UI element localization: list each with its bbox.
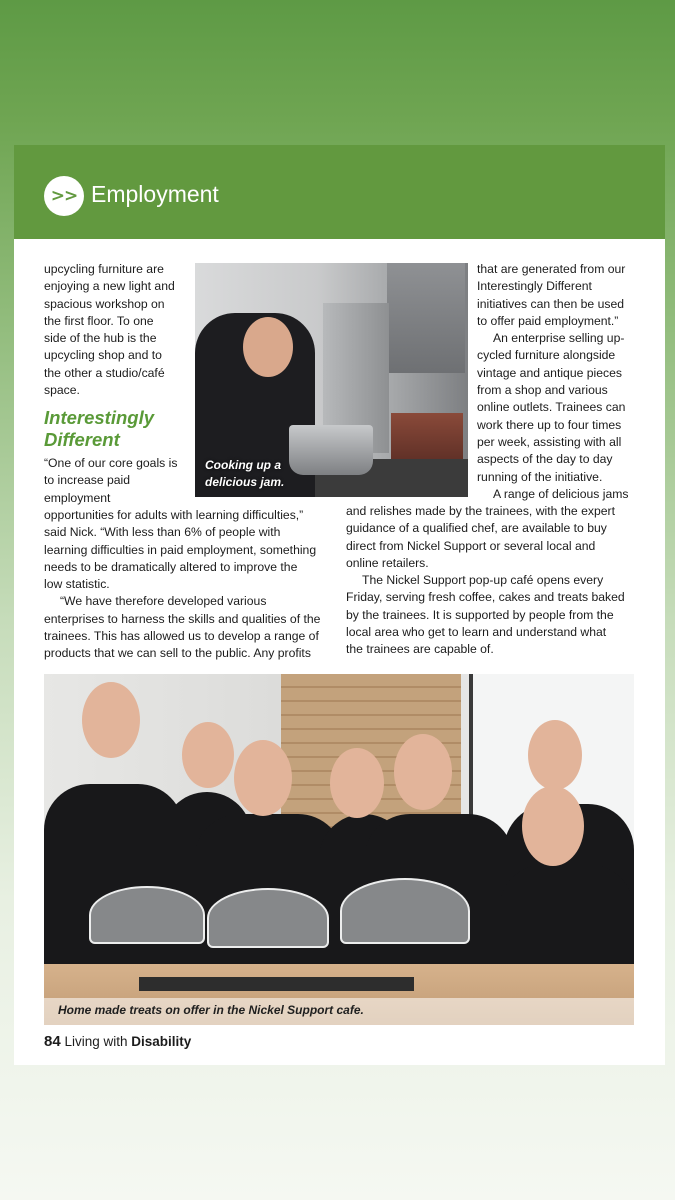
left-wide-text (44, 507, 340, 663)
subheading (44, 407, 194, 450)
cooking-pot (289, 425, 373, 475)
text-line: to offer paid employment.” (477, 313, 619, 328)
photo-caption-bar (44, 998, 634, 1025)
magazine-page (14, 145, 665, 1065)
page-footer (44, 1033, 191, 1050)
text-line: spacious workshop on (44, 296, 165, 311)
text-line: low statistic. (44, 577, 110, 592)
cook-face (243, 317, 293, 377)
text-line: said Nick. “With less than 6% of people with (44, 525, 281, 540)
text-line: upcycling furniture are (44, 262, 164, 276)
text-line: A range of delicious jams (493, 486, 629, 501)
text-line: from a shop and various (477, 383, 608, 398)
cooking-photo (195, 263, 468, 497)
text-line: side of the hub is the (44, 331, 157, 346)
section-title: Employment (91, 181, 219, 207)
text-line: enjoying a new light and (44, 279, 175, 294)
face (528, 720, 582, 790)
text-line: the other a studio/café (44, 365, 165, 380)
text-line: “One of our core goals is (44, 456, 178, 470)
text-line: products that we can sell to the public. Any profits (44, 646, 311, 661)
text-line: enterprises to harness the skills and qualities of the (44, 611, 321, 626)
footer-brand: Disability (131, 1034, 192, 1049)
text-line: employment (44, 490, 111, 505)
cake-dome (340, 878, 470, 944)
face (330, 748, 384, 818)
col1-top-text (44, 261, 194, 399)
face (394, 734, 452, 810)
text-line: opportunities for adults with learning difficulties,” (44, 508, 304, 522)
subheading-line: Interestingly (44, 407, 154, 428)
text-line: needs to be dramatically altered to improve the (44, 559, 298, 574)
text-line: per week, assisting with all (477, 434, 622, 449)
text-line: online outlets. Trainees can (477, 400, 626, 415)
face (182, 722, 234, 788)
subheading-line: Different (44, 428, 120, 450)
text-line: learning difficulties in paid employment, something (44, 542, 317, 557)
person (499, 864, 634, 974)
page-number: 84 (44, 1033, 61, 1050)
text-line: upcycling shop and to (44, 348, 162, 363)
extractor-hood (387, 263, 465, 373)
text-line: the trainees are capable of. (346, 642, 494, 657)
text-line: that are generated from our (477, 262, 626, 276)
face (82, 682, 140, 758)
footer-prefix: Living with (64, 1034, 128, 1049)
text-line: aspects of the day to day (477, 452, 613, 467)
text-line: space. (44, 383, 80, 398)
double-chevron-icon: >> (44, 176, 84, 216)
text-line: trainees. This has allowed us to develop a range of (44, 629, 319, 644)
cake-dome (207, 888, 329, 948)
right-wide-text (346, 503, 638, 659)
text-line: direct from Nickel Support or several local and (346, 538, 596, 553)
cake-dome (89, 886, 205, 944)
group-photo (44, 674, 634, 1025)
text-line: to increase paid (44, 473, 131, 488)
text-line: cycled furniture alongside (477, 348, 616, 363)
text-line: An enterprise selling up- (493, 331, 625, 346)
text-line: by the trainees. It is supported by people from the (346, 607, 614, 622)
col1-mid-text (44, 455, 194, 507)
text-line: initiatives can then be used (477, 296, 625, 311)
photo-caption: Home made treats on offer in the Nickel Support cafe. (58, 1003, 364, 1017)
text-line: and relishes made by the trainees, with the expert (346, 504, 615, 518)
col3-text (477, 261, 657, 503)
text-line: Interestingly Different (477, 279, 592, 294)
text-line: vintage and antique pieces (477, 365, 623, 380)
text-line: The Nickel Support pop-up café opens every (362, 573, 604, 588)
text-line: the first floor. To one (44, 313, 154, 328)
face (234, 740, 292, 816)
photo-caption (205, 457, 284, 490)
text-line: guidance of a qualified chef, are available to buy (346, 521, 607, 536)
caption-line: delicious jam. (205, 474, 285, 489)
jam-shelf (391, 413, 463, 463)
text-line: running of the initiative. (477, 469, 603, 484)
face (522, 786, 584, 866)
text-line: online retailers. (346, 555, 429, 570)
serving-board (139, 977, 414, 991)
text-line: “We have therefore developed various (60, 594, 267, 609)
text-line: Friday, serving fresh coffee, cakes and treats baked (346, 590, 625, 605)
caption-line: Cooking up a (205, 458, 281, 472)
text-line: work there up to four times (477, 417, 622, 432)
section-banner (14, 145, 665, 239)
text-line: local area who get to learn and understand what (346, 625, 607, 640)
